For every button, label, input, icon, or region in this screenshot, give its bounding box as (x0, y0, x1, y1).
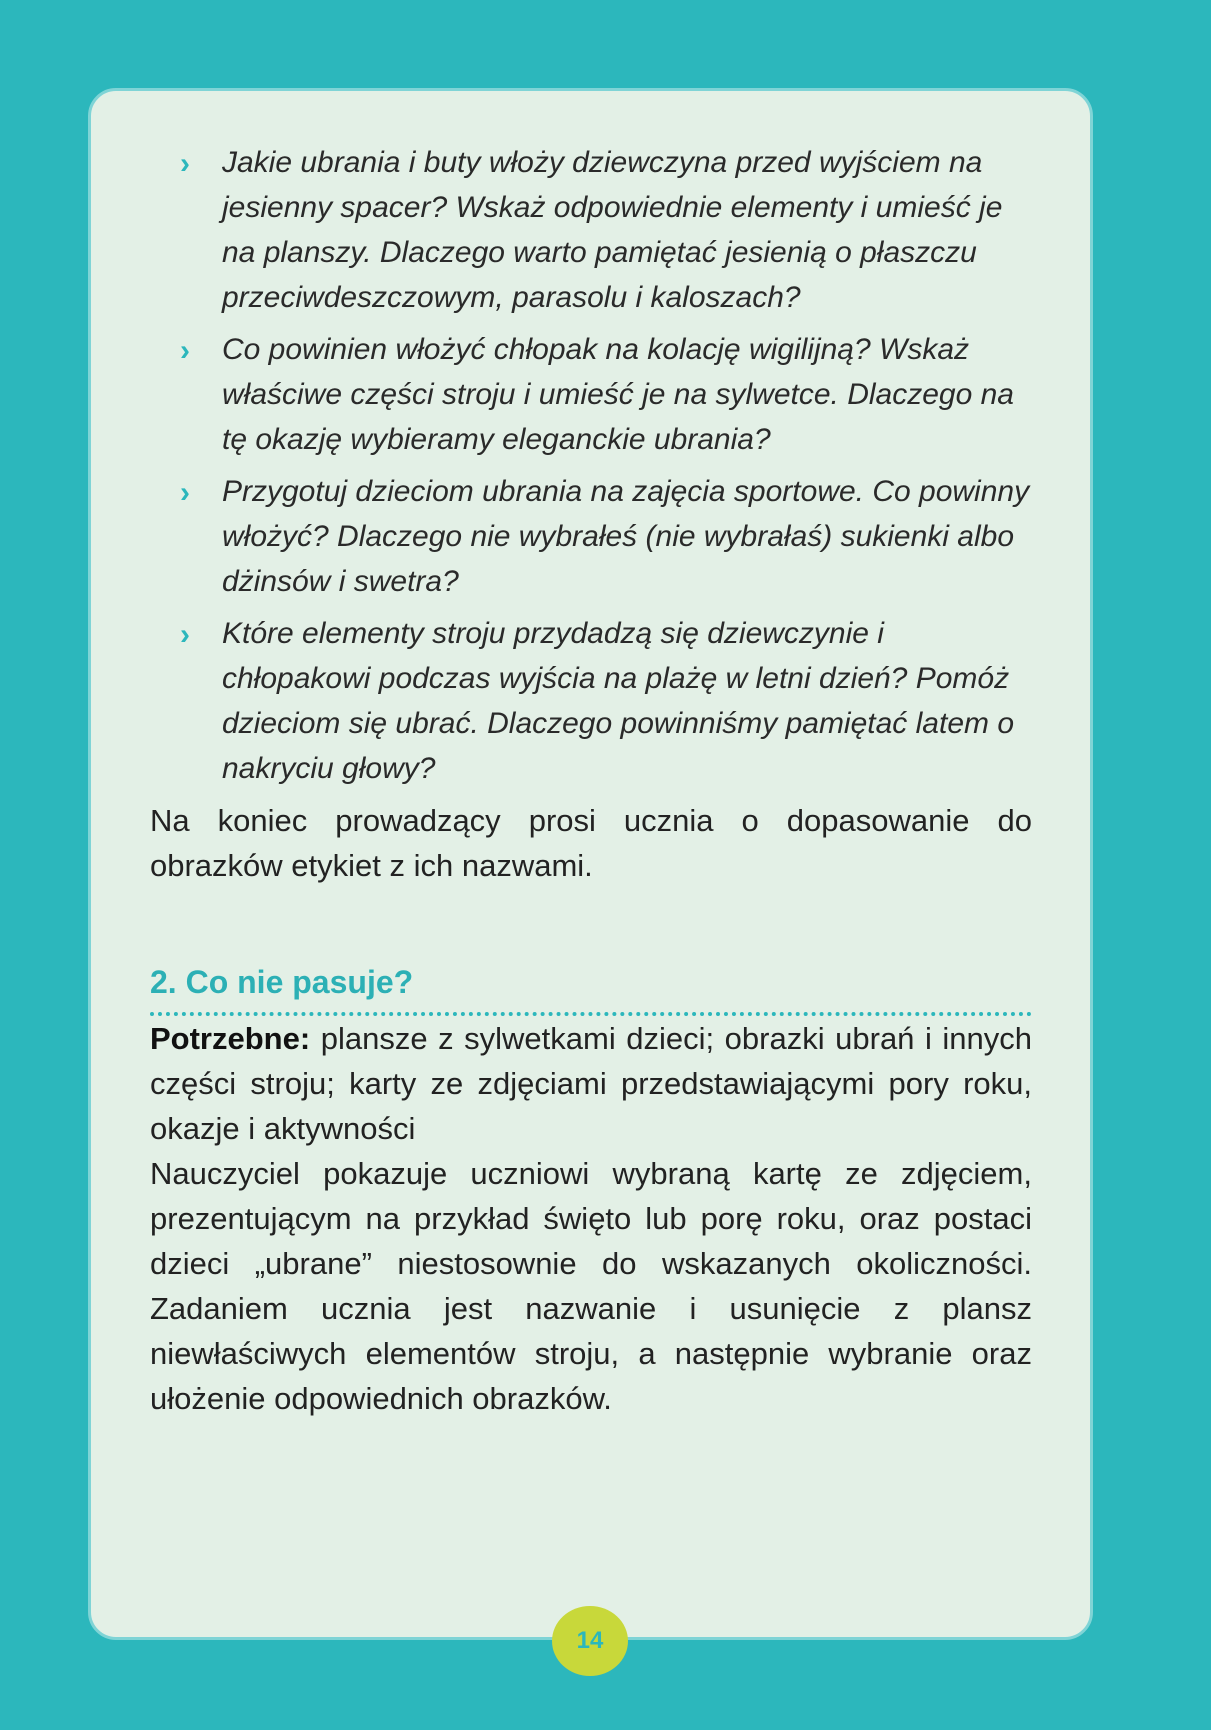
page-number-badge: 14 (552, 1606, 628, 1676)
instruction-paragraph: Nauczyciel pokazuje uczniowi wybraną kartę ze zdjęciem, prezentującym na przykład święto lub porę roku, oraz postaci dzieci „ubrane” niestosownie do wskazanych okoliczności. Zadaniem ucznia jest nazwanie i usunięcie z plansz niewłaściwych elementów stroju, a następnie wybranie oraz ułożenie odpowiednich obrazków. (150, 1156, 1032, 1416)
list-item (150, 611, 1032, 791)
list-item (150, 327, 1032, 462)
chevron-right-icon: › (180, 618, 190, 651)
question-text: Jakie ubrania i buty włoży dziewczyna przed wyjściem na jesienny spacer? Wskaż odpowiednie elementy i umieść je na planszy. Dlaczego warto pamiętać jesienią o płaszczu przeciwdeszczowym, parasolu i kaloszach? (222, 146, 1003, 314)
question-text: Co powinien włożyć chłopak na kolację wigilijną? Wskaż właściwe części stroju i umieść je na sylwetce. Dlaczego na tę okazję wybieramy eleganckie ubrania? (222, 333, 1014, 456)
list-item (150, 469, 1032, 604)
chevron-right-icon: › (180, 476, 190, 509)
list-item (150, 140, 1032, 320)
question-text: Przygotuj dzieciom ubrania na zajęcia sportowe. Co powinny włożyć? Dlaczego nie wybrałeś (nie wybrałaś) sukienki albo dżinsów i swetra? (222, 475, 1030, 598)
question-text: Które elementy stroju przydadzą się dziewczynie i chłopakowi podczas wyjścia na plażę w letni dzień? Pomóż dzieciom się ubrać. Dlaczego powinniśmy pamiętać latem o nakryciu głowy? (222, 617, 1015, 785)
chevron-right-icon: › (180, 334, 190, 367)
closing-paragraph: Na koniec prowadzący prosi ucznia o dopasowanie do obrazków etykiet z ich nazwami. (150, 803, 1032, 883)
needed-label: Potrzebne: (150, 1021, 311, 1056)
section-heading: 2. Co nie pasuje? (150, 964, 414, 1000)
needed-paragraph (150, 1016, 1032, 1151)
needed-text: plansze z sylwetkami dzieci; obrazki ubrań i innych części stroju; karty ze zdjęciami przedstawiającymi pory roku, okazje i aktywności (150, 1021, 1032, 1146)
question-list (150, 140, 1032, 791)
chevron-right-icon: › (180, 147, 190, 180)
page-content (150, 140, 1032, 1421)
